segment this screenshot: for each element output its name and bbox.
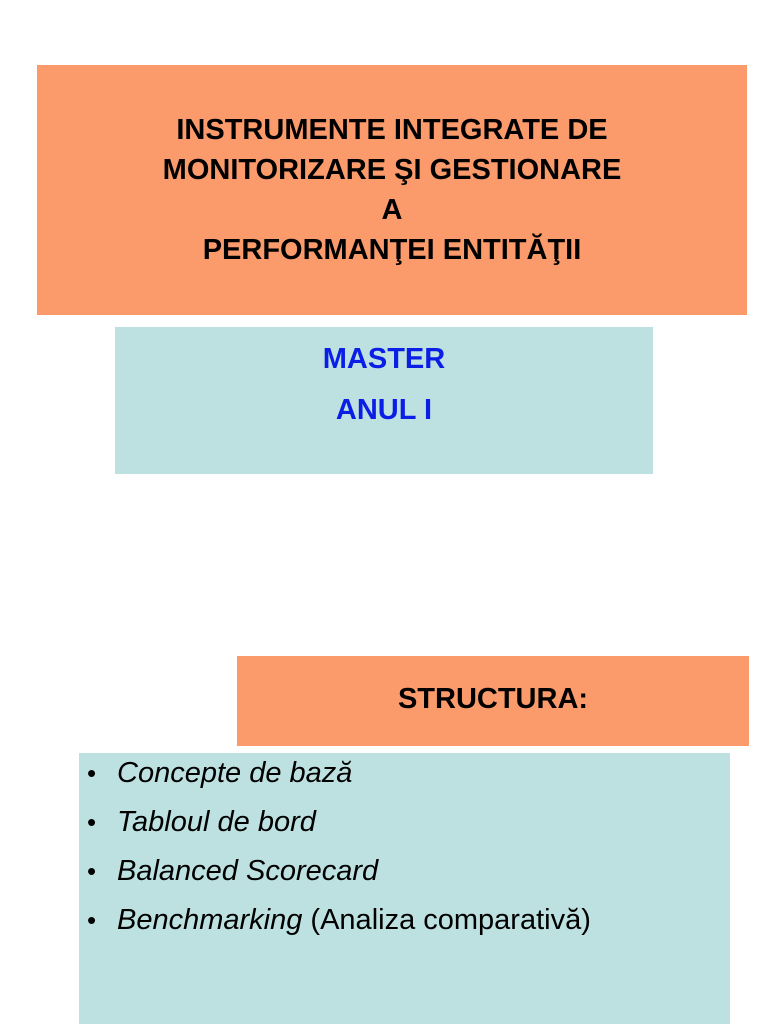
list-item	[87, 904, 591, 953]
list-item	[87, 855, 591, 904]
title-box	[37, 65, 747, 315]
list-item-italic: Benchmarking	[117, 904, 303, 936]
bullet-icon: •	[87, 807, 97, 837]
title-line-3: A	[381, 194, 403, 226]
list-item-normal: (Analiza comparativă)	[302, 904, 591, 936]
structure-heading: STRUCTURA:	[397, 683, 589, 715]
bullet-icon: •	[87, 856, 97, 886]
title-line-4: PERFORMANŢEI ENTITĂŢII	[202, 234, 582, 266]
list-item-italic: Tabloul de bord	[117, 806, 316, 838]
bullet-icon: •	[87, 758, 97, 788]
title-line-1: INSTRUMENTE INTEGRATE DE	[176, 114, 608, 146]
bullet-icon: •	[87, 905, 97, 935]
title-line-2: MONITORIZARE ŞI GESTIONARE	[162, 154, 622, 186]
structure-header	[237, 656, 749, 746]
list-item	[87, 757, 591, 806]
list-item	[87, 806, 591, 855]
structure-list	[87, 757, 591, 953]
list-item-italic: Balanced Scorecard	[117, 855, 379, 887]
program-level: MASTER	[322, 343, 446, 375]
program-box	[115, 327, 653, 474]
structure-body	[79, 753, 730, 1024]
list-item-italic: Concepte de bază	[117, 757, 353, 789]
program-year: ANUL I	[335, 394, 433, 426]
